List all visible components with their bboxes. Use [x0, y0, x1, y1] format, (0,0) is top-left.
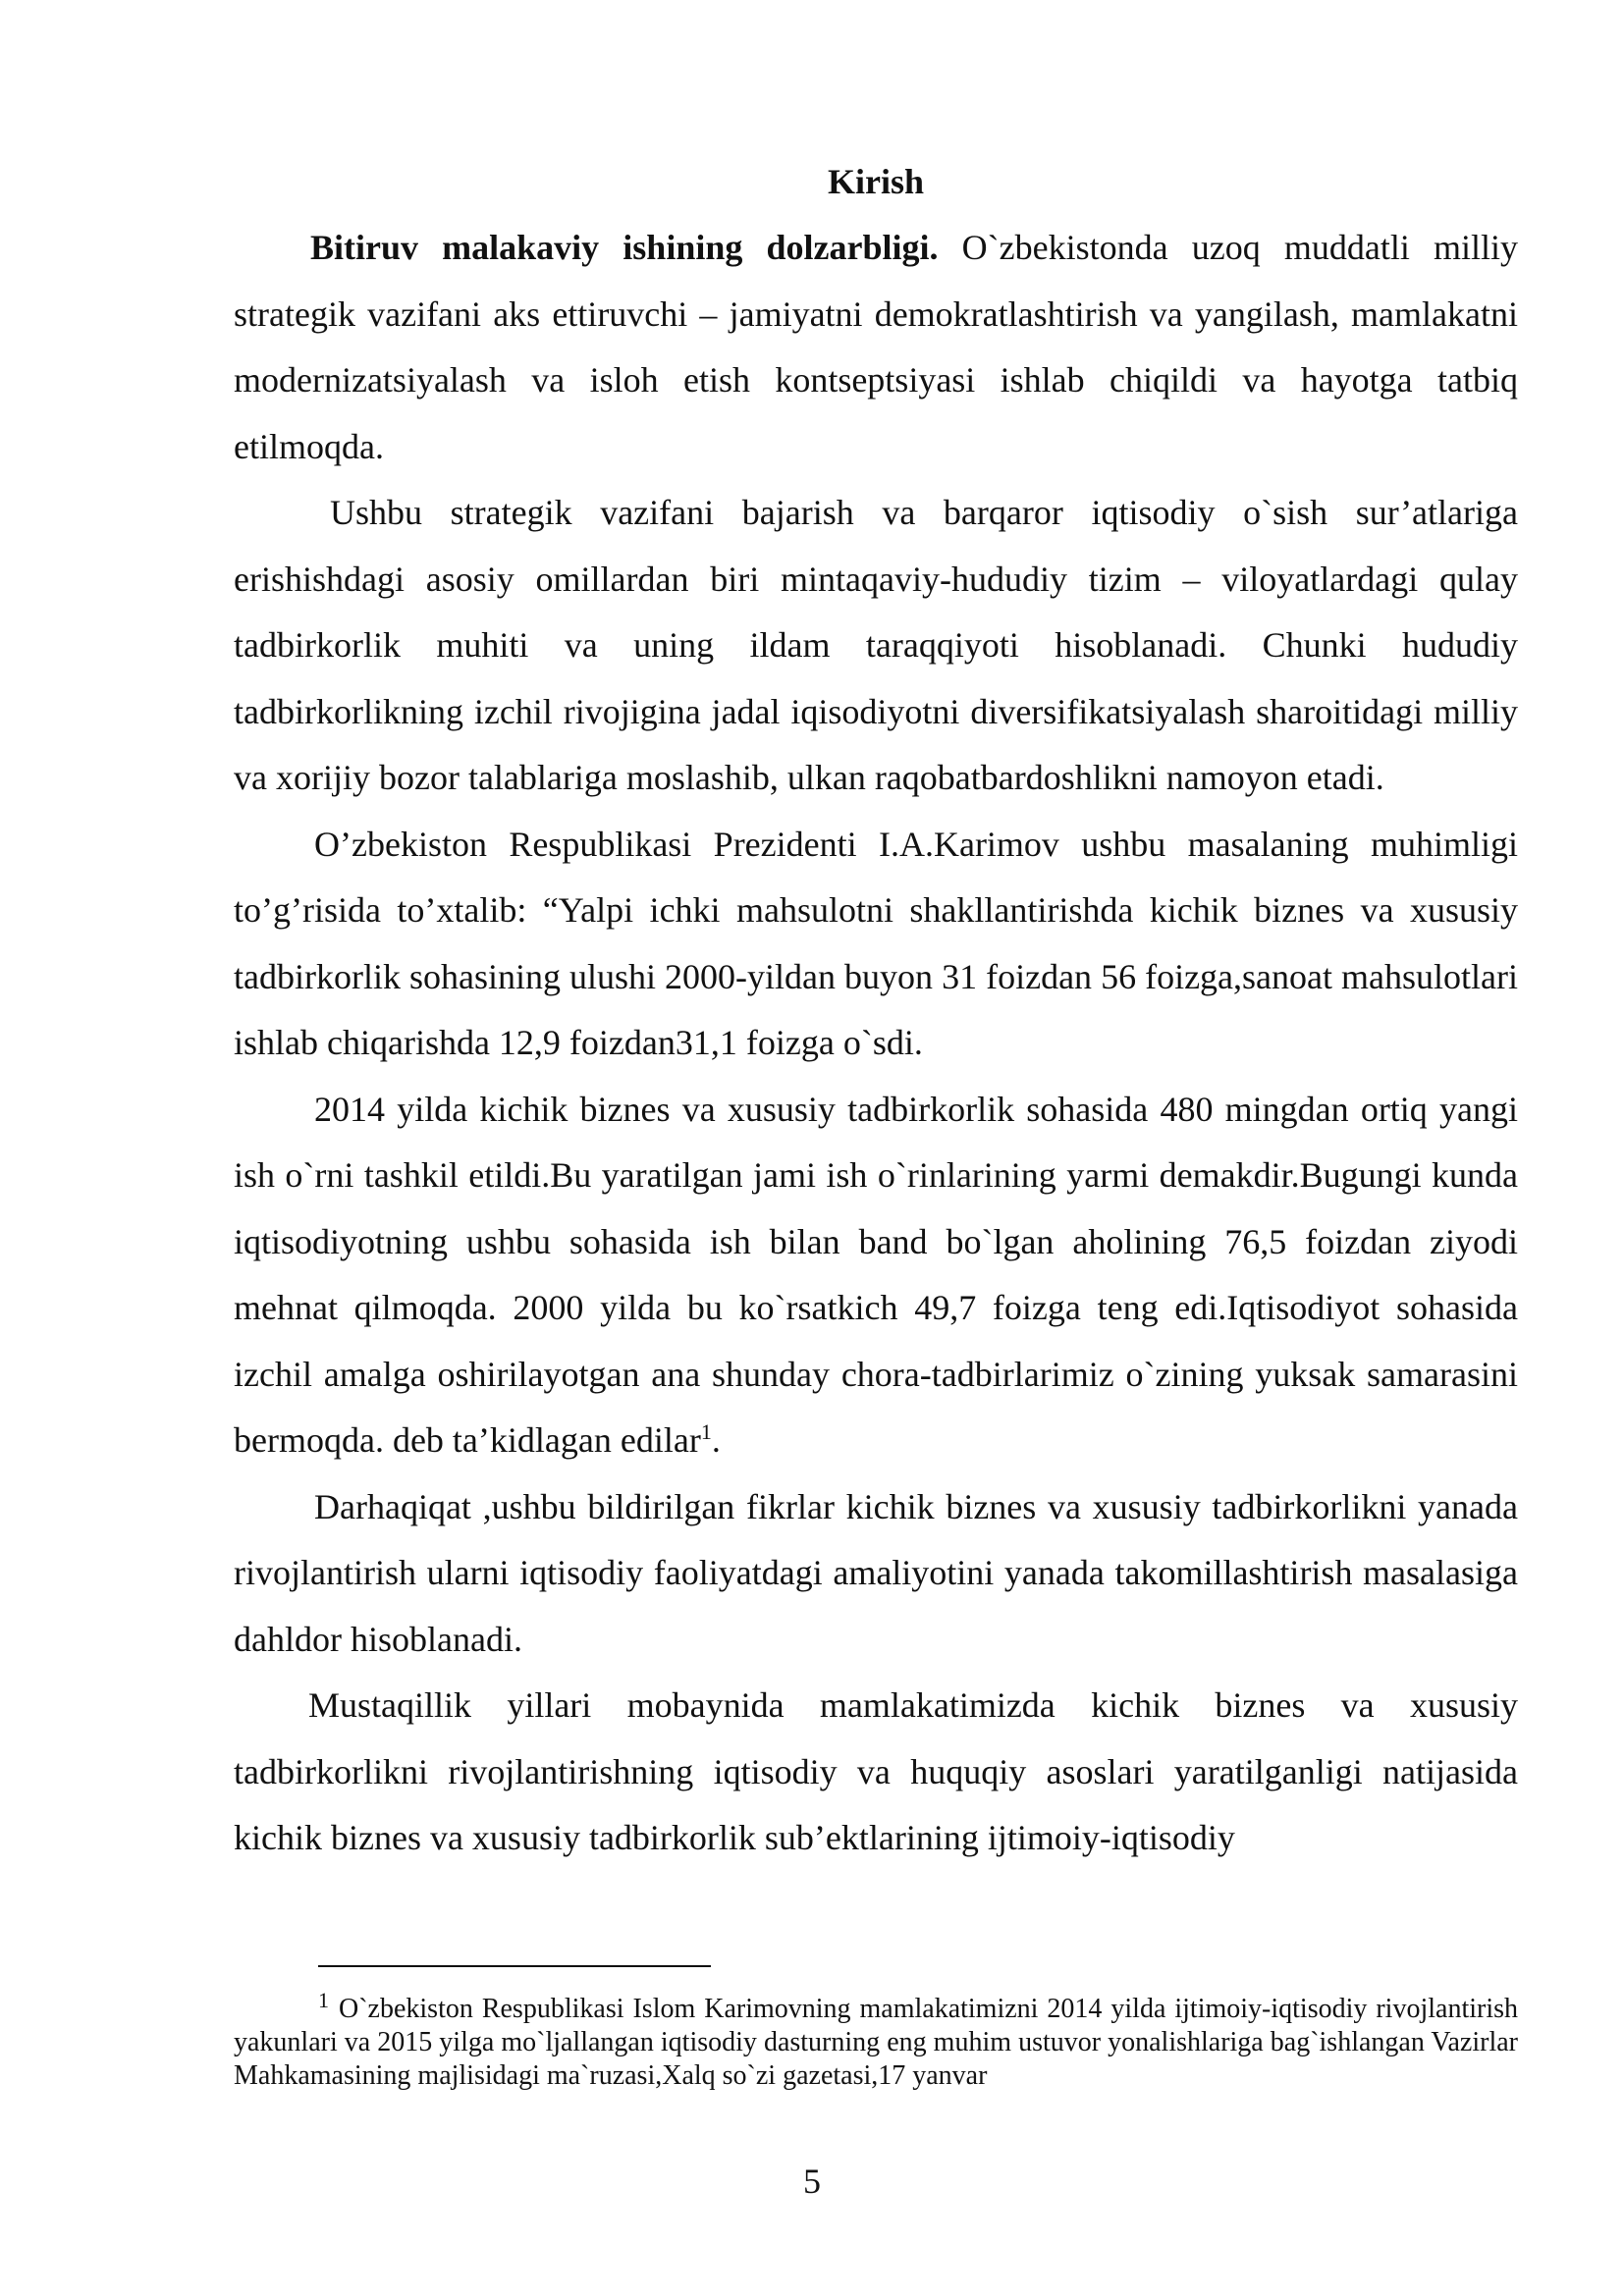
footnote-reference: 1 [700, 1419, 712, 1444]
paragraph-relevance [234, 215, 1518, 480]
paragraph-text: O’zbekiston Respublikasi Prezidenti I.A.Karimov ushbu masalaning muhimligi to’g’risida to’xtalib: “Yalpi ichki mahsulotni shakllantirishda kichik biznes va xususiy tadbirkorlik sohasining ulushi 2000-yildan buyon 31 foizdan 56 foizga,sanoat mahsulotlari ishlab chiqarishda 12,9 foizdan31,1 foizga o`sdi. [234, 824, 1518, 1062]
footnote-number: 1 [318, 1987, 329, 2012]
paragraph-lead: Bitiruv malakaviy ishining dolzarbligi. [310, 228, 939, 267]
section-heading: Kirish [827, 162, 924, 201]
paragraph-text: O`zbekistonda uzoq muddatli milliy strategik vazifani aks ettiruvchi – jamiyatni demokratlashtirish va yangilash, mamlakatni modernizatsiyalash va isloh etish kontseptsiyasi ishlab chiqildi va hayotga tatbiq etilmoqda. [234, 228, 1518, 466]
paragraph-mustaqillik [234, 1673, 1518, 1872]
paragraph-2014 [234, 1077, 1518, 1474]
paragraph-text: Ushbu strategik vazifani bajarish va barqaror iqtisodiy o`sish sur’atlariga erishishdagi asosiy omillardan biri mintaqaviy-hududiy tizim – viloyatlardagi qulay tadbirkorlik muhiti va uning ildam taraqqiyoti hisoblanadi. Chunki hududiy tadbirkorlikning izchil rivojigina jadal iqisodiyotni diversifikatsiyalash sharoitidagi milliy va xorijiy bozor talablariga moslashib, ulkan raqobatbardoshlikni namoyon etadi. [234, 493, 1518, 797]
paragraph-text: 2014 yilda kichik biznes va xususiy tadbirkorlik sohasida 480 mingdan ortiq yangi ish o`rni tashkil etildi.Bu yaratilgan jami ish o`rinlarining yarmi demakdir.Bugungi kunda iqtisodiyotning ushbu sohasida ish bilan band bo`lgan aholining 76,5 foizdan ziyodi mehnat qilmoqda. 2000 yilda bu ko`rsatkich 49,7 foizga teng edi.Iqtisodiyot sohasida izchil amalga oshirilayotgan ana shunday chora-tadbirlarimiz o`zining yuksak samarasini bermoqda. deb ta’kidlagan edilar [234, 1089, 1518, 1460]
footnote [234, 1987, 1518, 2093]
paragraph-president [234, 812, 1518, 1077]
footnote-separator [318, 1965, 711, 1967]
paragraph-text: Darhaqiqat ,ushbu bildirilgan fikrlar kichik biznes va xususiy tadbirkorlikni yanada rivojlantirish ularni iqtisodiy faoliyatdagi amaliyotini yanada takomillashtirish masalasiga dahldor hisoblanadi. [234, 1486, 1518, 1659]
paragraph-tail: . [711, 1420, 721, 1460]
page-number: 5 [803, 2162, 821, 2201]
footnote-text: O`zbekiston Respublikasi Islom Karimovning mamlakatimizni 2014 yilda ijtimoiy-iqtisodiy rivojlantirish yakunlari va 2015 yilga mo`ljallangan iqtisodiy dasturning eng muhim ustuvor yonalishlariga bag`ishlangan Vazirlar Mahkamasining majlisidagi ma`ruzasi,Xalq so`zi gazetasi,17 yanvar [234, 1994, 1518, 2091]
paragraph-text: Mustaqillik yillari mobaynida mamlakatimizda kichik biznes va xususiy tadbirkorlikni rivojlantirishning iqtisodiy va huquqiy asoslari yaratilganligi natijasida kichik biznes va xususiy tadbirkorlik sub’ektlarining ijtimoiy-iqtisodiy [234, 1685, 1518, 1857]
main-text [234, 149, 1518, 1872]
paragraph-strategy [234, 480, 1518, 812]
paragraph-darhaqiqat [234, 1474, 1518, 1674]
